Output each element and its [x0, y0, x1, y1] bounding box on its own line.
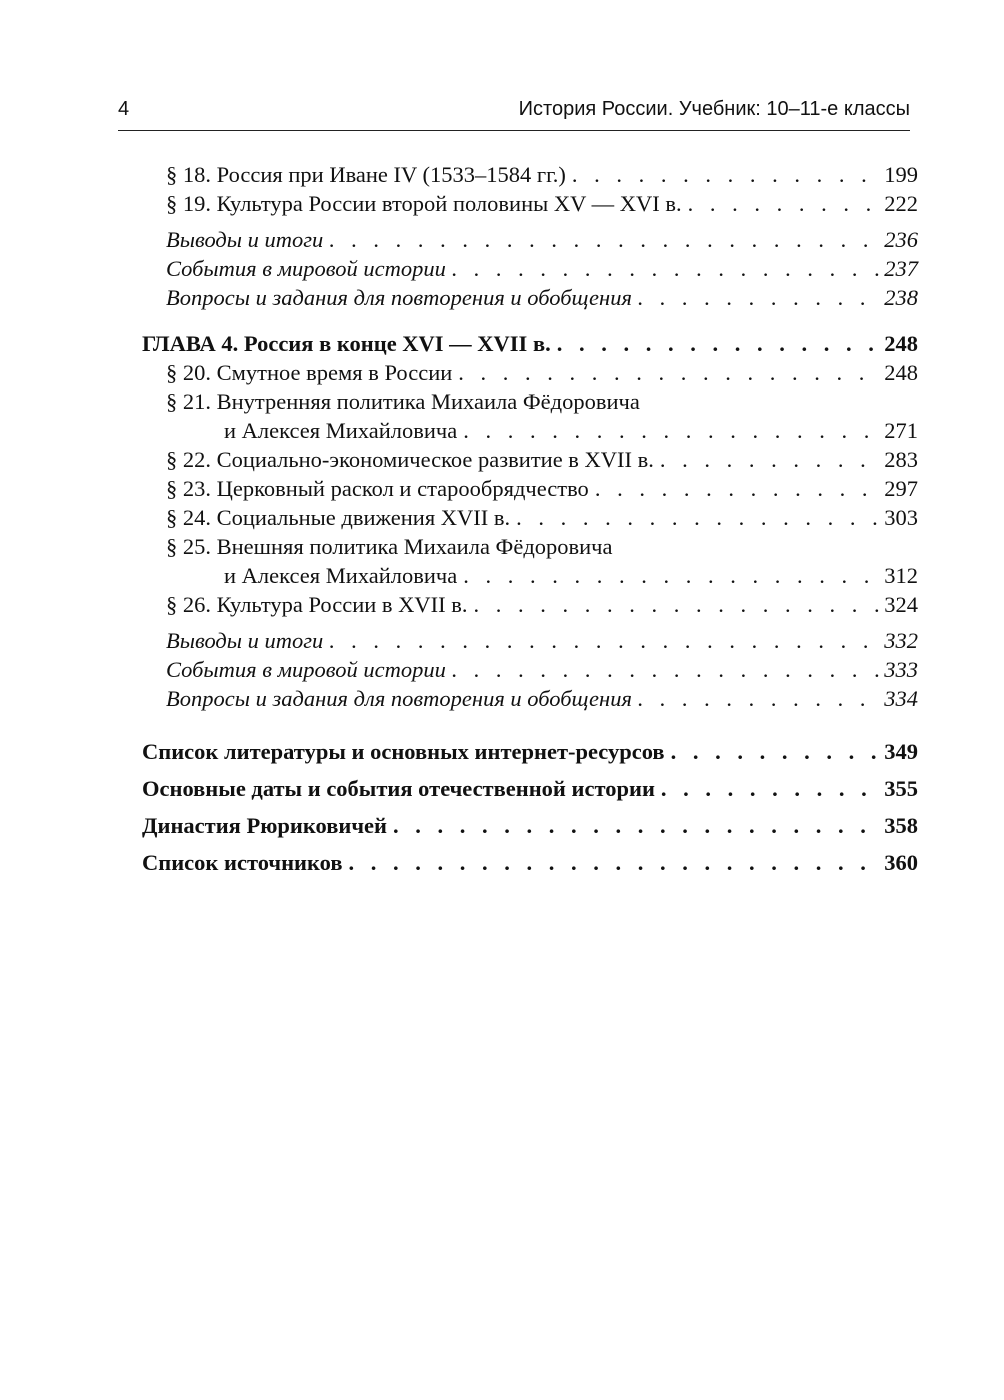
dot-leader	[463, 416, 880, 445]
toc-entry-ch3-questions[interactable]	[142, 283, 918, 312]
toc-entry-page: 297	[884, 476, 918, 501]
dot-leader	[349, 848, 881, 877]
toc-entry-p22[interactable]	[142, 445, 918, 474]
toc-entry-p23[interactable]	[142, 474, 918, 503]
toc-entry-label: § 19. Культура России второй половины XV — XVI в.	[166, 191, 682, 216]
toc-entry-p26[interactable]	[142, 590, 918, 619]
toc-entry-label-line1: § 21. Внутренняя политика Михаила Фёдоровича	[166, 389, 640, 414]
toc-entry-page: 248	[884, 360, 918, 385]
toc-entry-literature[interactable]	[142, 737, 918, 766]
toc-entry-label: § 20. Смутное время в России	[166, 360, 453, 385]
dot-leader	[638, 684, 880, 713]
dot-leader	[452, 655, 880, 684]
dot-leader	[329, 626, 880, 655]
toc-entry-page: 237	[884, 256, 918, 281]
dot-leader	[329, 225, 880, 254]
toc-entry-page: 333	[884, 657, 918, 682]
toc-entry-label-line1: § 25. Внешняя политика Михаила Фёдоровича	[166, 534, 613, 559]
toc-entry-label: Выводы и итоги	[166, 227, 324, 252]
toc-entry-sources[interactable]	[142, 848, 918, 877]
toc-entry-dates[interactable]	[142, 774, 918, 803]
toc-entry-label: § 26. Культура России в XVII в.	[166, 592, 468, 617]
toc-entry-chapter-4[interactable]	[142, 329, 918, 358]
dot-leader	[572, 160, 880, 189]
toc-entry-label: Вопросы и задания для повторения и обобщения	[166, 686, 632, 711]
dot-leader	[671, 737, 881, 766]
toc-entry-page: 332	[884, 628, 918, 653]
toc-entry-p24[interactable]	[142, 503, 918, 532]
toc-entry-ch4-questions[interactable]	[142, 684, 918, 713]
dot-leader	[393, 811, 880, 840]
toc-entry-label: Вопросы и задания для повторения и обобщения	[166, 285, 632, 310]
toc-entry-label: Основные даты и события отечественной истории	[142, 776, 655, 801]
dot-leader	[661, 774, 880, 803]
toc-entry-ch4-world[interactable]	[142, 655, 918, 684]
toc-entry-label: Выводы и итоги	[166, 628, 324, 653]
toc-entry-label: § 23. Церковный раскол и старообрядчество	[166, 476, 589, 501]
toc-entry-page: 303	[884, 505, 918, 530]
toc-entry-label-line2: и Алексея Михайловича	[224, 418, 458, 443]
toc-entry-label: § 22. Социально-экономическое развитие в XVII в.	[166, 447, 654, 472]
toc-entry-label: Династия Рюриковичей	[142, 813, 387, 838]
toc-entry-label: § 18. Россия при Иване IV (1533–1584 гг.)	[166, 162, 566, 187]
toc-entry-page: 199	[884, 162, 918, 187]
toc-entry-page: 324	[884, 592, 918, 617]
dot-leader	[474, 590, 881, 619]
dot-leader	[660, 445, 880, 474]
toc-entry-p25[interactable]	[142, 532, 918, 590]
dot-leader	[638, 283, 880, 312]
toc-entry-label: События в мировой истории	[166, 657, 446, 682]
toc-entry-page: 271	[884, 418, 918, 443]
toc-entry-page: 358	[884, 813, 918, 838]
toc-entry-p20[interactable]	[142, 358, 918, 387]
toc-entry-page: 312	[884, 563, 918, 588]
toc-entry-ch3-world[interactable]	[142, 254, 918, 283]
toc-entry-page: 238	[884, 285, 918, 310]
toc-entry-label: События в мировой истории	[166, 256, 446, 281]
toc-entry-p19[interactable]	[142, 189, 918, 218]
toc-entry-page: 360	[884, 850, 918, 875]
page-header	[118, 96, 910, 131]
dot-leader	[463, 561, 880, 590]
toc-entry-dynasty[interactable]	[142, 811, 918, 840]
toc-entry-page: 283	[884, 447, 918, 472]
dot-leader	[458, 358, 880, 387]
dot-leader	[452, 254, 880, 283]
toc-entry-label: § 24. Социальные движения XVII в.	[166, 505, 511, 530]
toc-entry-label: ГЛАВА 4. Россия в конце XVI — XVII в.	[142, 331, 551, 356]
dot-leader	[595, 474, 880, 503]
dot-leader	[557, 329, 881, 358]
dot-leader	[688, 189, 881, 218]
page-number: 4	[118, 98, 130, 120]
toc-entry-page: 355	[884, 776, 918, 801]
toc-entry-label-line2: и Алексея Михайловича	[224, 563, 458, 588]
toc-entry-label: Список литературы и основных интернет-ресурсов	[142, 739, 665, 764]
running-title: История России. Учебник: 10–11-е классы	[518, 98, 910, 120]
toc-entry-page: 222	[884, 191, 918, 216]
toc-entry-page: 334	[884, 686, 918, 711]
toc-entry-ch3-summary[interactable]	[142, 225, 918, 254]
toc-entry-ch4-summary[interactable]	[142, 626, 918, 655]
dot-leader	[516, 503, 880, 532]
table-of-contents	[142, 160, 918, 877]
toc-entry-page: 349	[884, 739, 918, 764]
toc-entry-p21[interactable]	[142, 387, 918, 445]
toc-entry-label: Список источников	[142, 850, 343, 875]
toc-entry-page: 236	[884, 227, 918, 252]
toc-entry-p18[interactable]	[142, 160, 918, 189]
toc-entry-page: 248	[884, 331, 918, 356]
